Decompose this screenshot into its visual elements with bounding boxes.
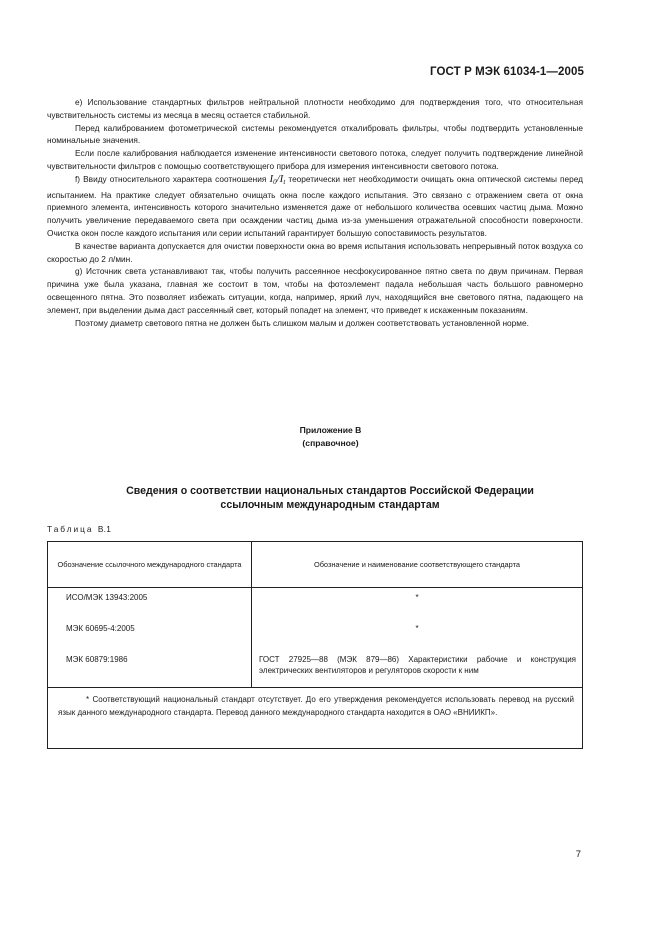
section-heading: [80, 484, 580, 512]
table-cell-value: ГОСТ 27925—88 (МЭК 879—86) Характеристики рабочие и конструкция электрических вентиляторов и регуляторов скорости к ним: [252, 650, 583, 688]
table-header-national: Обозначение и наименование соответствующего стандарта: [252, 542, 583, 588]
table-cell-code: МЭК 60879:1986: [48, 650, 252, 688]
formula-ratio: $I_0/I_t$: [269, 172, 286, 186]
paragraph-after-calibration: Если после калибрования наблюдается изменение интенсивности светового потока, следует получить подтверждение линейной чувствительности фильтров с помощью соответствующего прибора для измерения интенсивности светового потока.: [47, 148, 583, 171]
table-row: [48, 588, 583, 620]
table-row: [48, 650, 583, 688]
table-row: [48, 619, 583, 650]
section-heading-line-1: Сведения о соответствии национальных стандартов Российской Федерации: [126, 485, 534, 497]
body-text: [47, 96, 583, 329]
table-header-international: Обозначение ссылочного международного стандарта: [48, 542, 252, 588]
document-header: ГОСТ Р МЭК 61034-1—2005: [430, 66, 584, 78]
table-footnote: * Соответствующий национальный стандарт отсутствует. До его утверждения рекомендуется использовать перевод на русский язык данного международного стандарта. Перевод данного международного стандарта находится в ОАО «ВНИИКП».: [48, 688, 583, 749]
table-label: Таблица В.1: [47, 524, 112, 534]
paragraph-alternative: В качестве варианта допускается для очистки поверхности окна во время испытания использовать непрерывный поток воздуха со скоростью до 2 л/мин.: [47, 240, 583, 264]
page-number: 7: [575, 849, 581, 860]
appendix-subtitle: (справочное): [302, 438, 359, 448]
table-cell-code: ИСО/МЭК 13943:2005: [48, 588, 252, 620]
paragraph-f-post: теоретически нет необходимости очищать окна оптической системы перед испытанием. На практике следует обязательно очищать окна после каждого испытания. Это связано с отражением света от окна приемного элемента, интенсивность которого значительно изменяется даже от небольшого количества осевших частиц дыма. Можно получить увеличение передаваемого света при осаждении частиц дыма из-за уменьшения отражательной способности поверхности. Очистка окон после каждого испытания или серии испытаний гарантирует большую сопоставимость результатов.: [47, 173, 584, 238]
table-cell-value: *: [252, 588, 583, 620]
reference-table: [47, 541, 583, 749]
table-cell-value: *: [252, 619, 583, 650]
paragraph-g: g) Источник света устанавливают так, чтобы получить рассеянное несфокусированное пятно света по двум причинам. Первая причина уже была указана, главная же состоит в том, чтобы на фотоэлемент падала небольшая часть большого равномерно освещенного пятна. Это позволяет избежать ситуации, когда, например, яркий луч, находящийся вне светового пятна, падающего на элемент, при выделении дыма даст рассеянный свет, который попадет на элемент, что приведет к искаженным показаниям.: [47, 266, 583, 315]
paragraph-f-pre: f) Ввиду относительного характера соотношения: [75, 173, 267, 184]
paragraph-before-calibration: Перед калиброванием фотометрической системы рекомендуется откалибровать фильтры, чтобы подтвердить установленные номинальные значения.: [47, 122, 583, 146]
table-cell-code: МЭК 60695-4:2005: [48, 619, 252, 650]
paragraph-f: [47, 173, 583, 240]
section-heading-line-2: ссылочным международным стандартам: [220, 499, 440, 511]
appendix-title: Приложение В: [299, 425, 362, 435]
paragraph-e: e) Использование стандартных фильтров нейтральной плотности необходимо для подтверждения того, что относительная чувствительность системы из месяца в месяц остается стабильной.: [47, 97, 583, 120]
table-footnote-row: [48, 688, 583, 749]
table-header-row: [48, 542, 583, 588]
paragraph-diameter: Поэтому диаметр светового пятна не должен быть слишком малым и должен соответствовать установленной норме.: [75, 317, 529, 328]
